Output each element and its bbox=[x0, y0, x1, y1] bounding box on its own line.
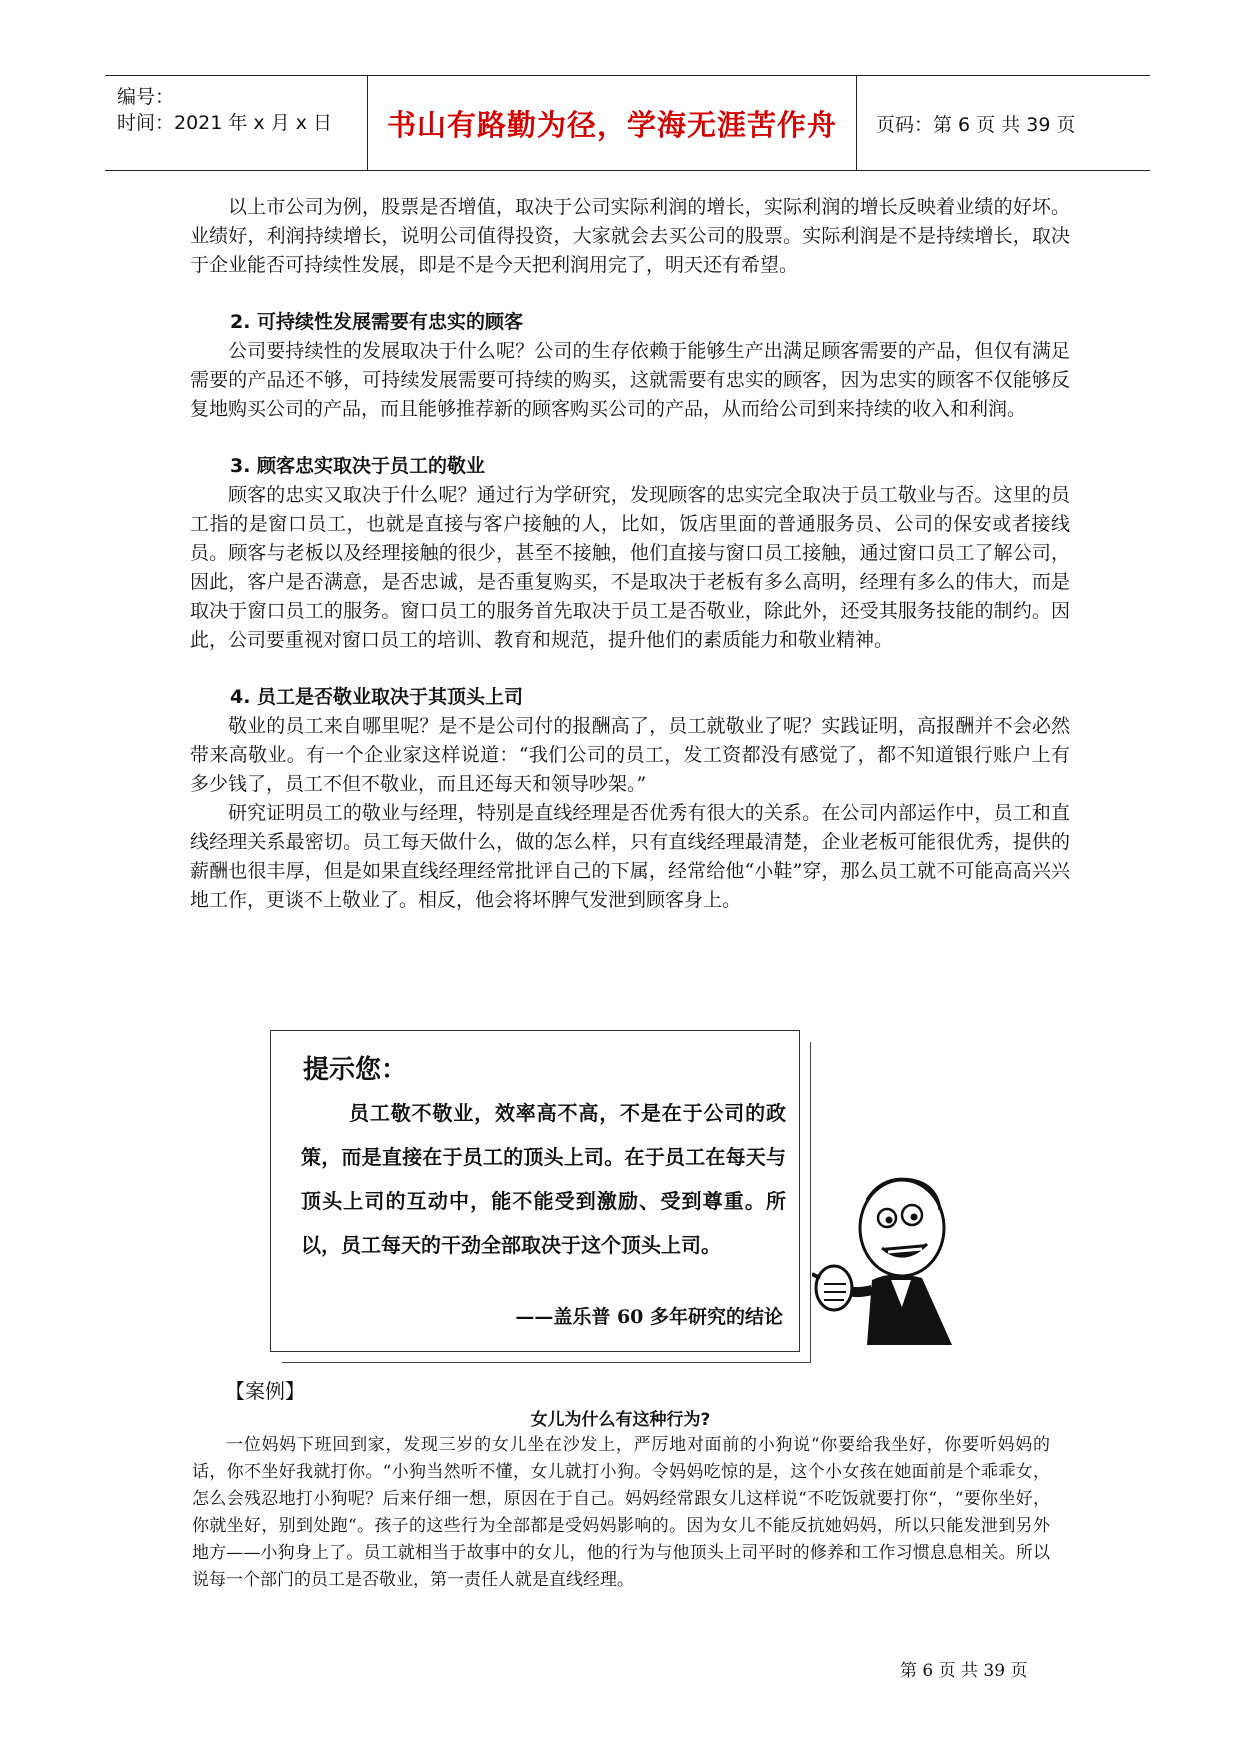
case-title: 女儿为什么有这种行为? bbox=[530, 1410, 711, 1430]
page-footer: 第 6 页 共 39 页 bbox=[900, 1661, 1028, 1681]
header-motto-cell bbox=[367, 76, 857, 170]
paragraph-section-4a: 敬业的员工来自哪里呢？是不是公司付的报酬高了，员工就敬业了呢？实践证明，高报酬并不会必然带来高敬业。有一个企业家这样说道：“我们公司的员工，发工资都没有感觉了，都不知道银行账户上有多少钱了，员工不但不敬业，而且还每天和领导吵架。” bbox=[190, 715, 1070, 795]
paragraph-intro: 以上市公司为例，股票是否增值，取决于公司实际利润的增长，实际利润的增长反映着业绩的好坏。业绩好，利润持续增长，说明公司值得投资，大家就会去买公司的股票。实际利润是不是持续增长，取决于企业能否可持续性发展，即是不是今天把利润用完了，明天还有希望。 bbox=[190, 196, 1070, 276]
page-header bbox=[105, 75, 1150, 171]
tip-source: ——盖乐普 60 多年研究的结论 bbox=[515, 1306, 783, 1328]
paragraph-section-3: 顾客的忠实又取决于什么呢？通过行为学研究，发现顾客的忠实完全取决于员工敬业与否。这里的员工指的是窗口员工，也就是直接与客户接触的人，比如，饭店里面的普通服务员、公司的保安或者接线员。顾客与老板以及经理接触的很少，甚至不接触，他们直接与窗口员工接触，通过窗口员工了解公司，因此，客户是否满意，是否忠诚，是否重复购买，不是取决于老板有多么高明，经理有多么的伟大，而是取决于窗口员工的服务。窗口员工的服务首先取决于员工是否敬业，除此外，还受其服务技能的制约。因此，公司要重视对窗口员工的培训、教育和规范，提升他们的素质能力和敬业精神。 bbox=[190, 484, 1070, 651]
document-number-label: 编号： bbox=[117, 86, 175, 108]
case-body: 一位妈妈下班回到家，发现三岁的女儿坐在沙发上，严厉地对面前的小狗说“你要给我坐好，你要听妈妈的话，你不坐好我就打你。“小狗当然听不懂，女儿就打小狗。令妈妈吃惊的是，这个小女孩在她面前是个乖乖女，怎么会残忍地打小狗呢？后来仔细一想，原因在于自己。妈妈经常跟女儿这样说“不吃饭就要打你“，“要你坐好，你就坐好，别到处跑“。孩子的这些行为全部都是受妈妈影响的。因为女儿不能反抗她妈妈，所以只能发泄到另外地方——小狗身上了。员工就相当于故事中的女儿，他的行为与他顶头上司平时的修养和工作习惯息息相关。所以说每一个部门的员工是否敬业，第一责任人就是直线经理。 bbox=[192, 1435, 1050, 1590]
case-label: 【案例】 bbox=[225, 1379, 305, 1403]
section-heading-4: 4. 员工是否敬业取决于其顶头上司 bbox=[230, 686, 524, 708]
paragraph-section-4b: 研究证明员工的敬业与经理，特别是直线经理是否优秀有很大的关系。在公司内部运作中，员工和直线经理关系最密切。员工每天做什么，做的怎么样，只有直线经理最清楚，企业老板可能很优秀，提供的薪酬也很丰厚，但是如果直线经理经常批评自己的下属，经常给他“小鞋”穿，那么员工就不可能高高兴兴地工作，更谈不上敬业了。相反，他会将坏脾气发泄到顾客身上。 bbox=[190, 802, 1070, 911]
cartoon-pupil-right bbox=[911, 1214, 918, 1221]
section-heading-3: 3. 顾客忠实取决于员工的敬业 bbox=[230, 455, 486, 477]
tip-title: 提示您： bbox=[303, 1055, 408, 1085]
tip-text: 员工敬不敬业，效率高不高，不是在于公司的政策，而是直接在于员工的顶头上司。在于员工在每天与顶头上司的互动中，能不能受到激励、受到尊重。所以，员工每天的干劲全部取决于这个顶头上司。 bbox=[301, 1101, 786, 1257]
paragraph-section-2: 公司要持续性的发展取决于什么呢？公司的生存依赖于能够生产出满足顾客需要的产品，但仅有满足需要的产品还不够，可持续发展需要可持续的购买，这就需要有忠实的顾客，因为忠实的顾客不仅能够反复地购买公司的产品，而且能够推荐新的顾客购买公司的产品，从而给公司到来持续的收入和利润。 bbox=[190, 340, 1070, 420]
section-heading-2: 2. 可持续性发展需要有忠实的顾客 bbox=[230, 311, 524, 333]
cartoon-pupil-left bbox=[886, 1217, 893, 1224]
header-motto: 书山有路勤为径，学海无涯苦作舟 bbox=[386, 107, 837, 142]
main-content bbox=[190, 193, 1070, 915]
header-page-info: 页码：第 6 页 共 39 页 bbox=[876, 113, 1076, 136]
tip-box bbox=[270, 1030, 800, 1352]
header-meta bbox=[105, 76, 367, 170]
cartoon-fist bbox=[816, 1266, 852, 1310]
pointing-man-illustration bbox=[812, 1170, 982, 1350]
document-date: 时间：2021 年 x 月 x 日 bbox=[117, 112, 333, 134]
